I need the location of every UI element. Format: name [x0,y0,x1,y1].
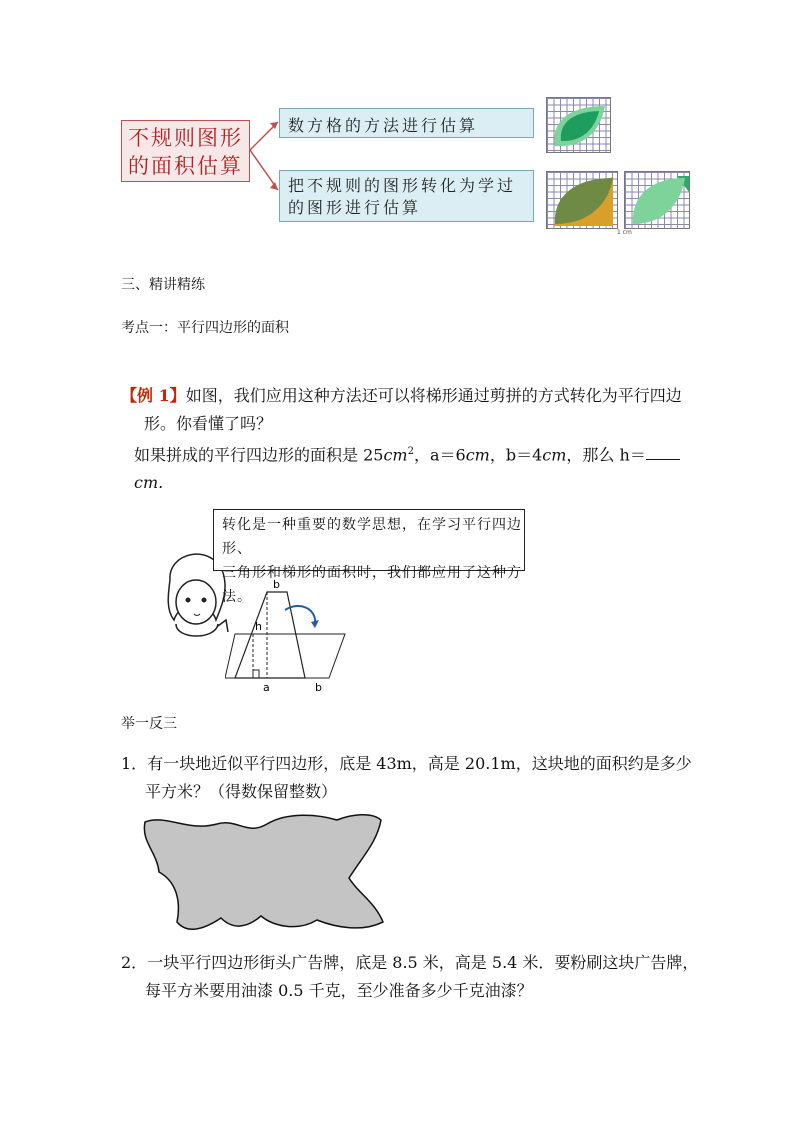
example-text [121,382,701,497]
grid-leaf-triangle [546,171,618,229]
practice-heading: 举一反三 [121,716,177,732]
kaodian-heading: 考点一：平行四边形的面积 [121,320,289,336]
answer-blank[interactable] [646,445,680,460]
problem-2-line-2: 每平方米要用油漆 0.5 千克，至少准备多少千克油漆？ [145,981,533,1000]
grid-leaf-count [546,97,611,153]
problem-1 [121,750,721,806]
branch-arrows [248,110,282,200]
trapezoid-figure [225,570,365,695]
grid-leaf-transform [624,171,690,229]
concept-title: 不规则图形的面积估算 [128,126,243,178]
leaf-icon [547,98,611,153]
method-transform-label: 把不规则的图形转化为学过的图形进行估算 [288,176,517,217]
problem-2 [121,949,721,1005]
irregular-land-shape [137,812,387,937]
rotation-arrow [285,606,315,624]
example-line-1: 【例 1】如图，我们应用这种方法还可以将梯形通过剪拼的方式转化为平行四边 [121,386,682,405]
speech-bubble [213,509,525,605]
method-count-squares [279,108,534,138]
section-heading: 三、精讲精练 [121,277,205,293]
speech-line-1: 转化是一种重要的数学思想，在学习平行四边形、 [222,517,522,557]
example-line-3: 如果拼成的平行四边形的面积是 $25cm^2$，a＝6cm，b＝4cm，那么 h＝cm. [121,438,701,497]
label-a: a [263,681,270,694]
method-count-squares-label: 数方格的方法进行估算 [288,116,479,135]
concept-title-box [121,120,250,182]
trapezoid-shape [235,592,305,678]
method-transform [279,170,534,222]
right-angle-mark [253,670,259,678]
leaf-transform-icon [625,172,690,229]
leaf-triangle-icon [547,172,618,229]
example-tag: 【例 1】 [121,386,186,405]
label-h: h [255,620,262,633]
problem-2-line-1: 2．一块平行四边形街头广告牌，底是 8.5 米，高是 5.4 米．要粉刷这块广告牌， [121,953,699,972]
label-b-top: b [273,578,280,591]
speech-line-2: 三角形和梯形的面积时，我们都应用了这种方法。 [222,565,522,605]
problem-1-line-2: 平方米？（得数保留整数） [145,782,338,801]
example-line-2: 形。你看懂了吗？ [144,414,273,433]
grid-unit-label: 1 cm [617,229,632,236]
problem-1-line-1: 1．有一块地近似平行四边形，底是 43m，高是 20.1m，这块地的面积约是多少 [121,754,692,773]
label-b-bottom: b [315,681,322,694]
